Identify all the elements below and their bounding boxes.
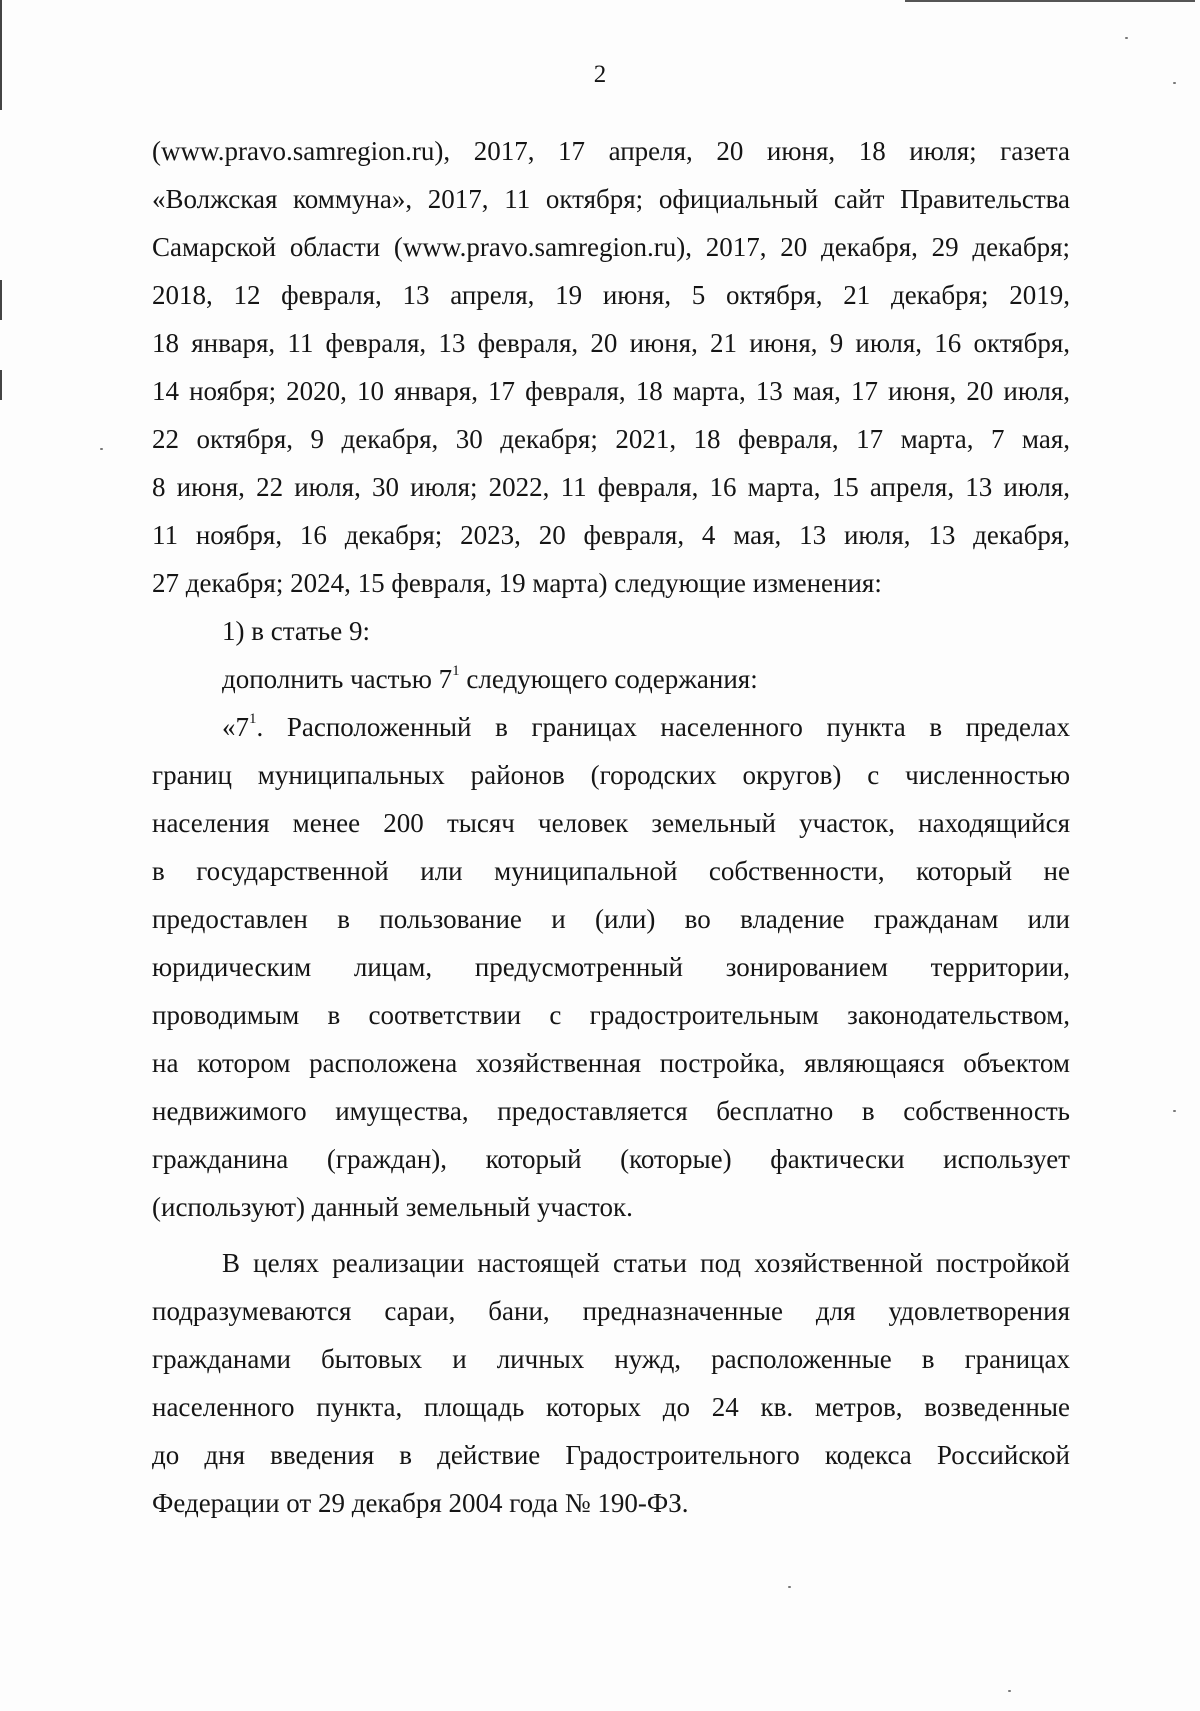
text-line: проводимым в соответствии с градостроительным законодательством, xyxy=(152,1000,1070,1030)
text-line: Федерации от 29 декабря 2004 года № 190-ФЗ. xyxy=(152,1488,689,1518)
supplement-text: следующего содержания: xyxy=(459,664,758,694)
text-line: населенного пункта, площадь которых до 24 кв. метров, возведенные xyxy=(152,1392,1070,1422)
text-line: границ муниципальных районов (городских округов) с численностью xyxy=(152,760,1070,790)
text-line: населения менее 200 тысяч человек земельный участок, находящийся xyxy=(152,808,1070,838)
text-line: 11 ноября, 16 декабря; 2023, 20 февраля, 4 мая, 13 июля, 13 декабря, xyxy=(152,520,1070,550)
page-number: 2 xyxy=(593,61,607,88)
scan-speck xyxy=(1173,1110,1176,1112)
text-line: 8 июня, 22 июля, 30 июля; 2022, 11 февраля, 16 марта, 15 апреля, 13 июля, xyxy=(152,472,1070,502)
scan-edge-mark xyxy=(0,280,2,320)
text-line: «Волжская коммуна», 2017, 11 октября; официальный сайт Правительства xyxy=(152,184,1070,214)
text-line: на котором расположена хозяйственная постройка, являющаяся объектом xyxy=(152,1048,1070,1078)
scan-speck xyxy=(1008,1690,1011,1692)
supplement-text: дополнить частью 7 xyxy=(222,664,453,694)
scan-top-mark xyxy=(905,0,1195,2)
text-line: 22 октября, 9 декабря, 30 декабря; 2021, 18 февраля, 17 марта, 7 мая, xyxy=(152,424,1070,454)
superscript: 1 xyxy=(249,711,257,727)
scan-edge-mark xyxy=(0,0,2,110)
text-line: В целях реализации настоящей статьи под хозяйственной постройкой xyxy=(222,1248,1070,1278)
text-line: гражданина (граждан), который (которые) фактически использует xyxy=(152,1144,1070,1174)
scan-edge-mark xyxy=(0,370,2,400)
text-line: до дня введения в действие Градостроительного кодекса Российской xyxy=(152,1440,1070,1470)
part-text: «7 xyxy=(222,712,249,742)
text-line: 27 декабря; 2024, 15 февраля, 19 марта) следующие изменения: xyxy=(152,568,882,598)
list-item-heading: 1) в статье 9: xyxy=(222,616,370,646)
text-line: (www.pravo.samregion.ru), 2017, 17 апреля, 20 июня, 18 июля; газета xyxy=(152,136,1070,166)
text-line: (используют) данный земельный участок. xyxy=(152,1192,633,1222)
document-body xyxy=(152,127,1070,1527)
text-line: гражданами бытовых и личных нужд, расположенные в границах xyxy=(152,1344,1070,1374)
text-line: Самарской области (www.pravo.samregion.ru), 2017, 20 декабря, 29 декабря; xyxy=(152,232,1070,262)
text-line: недвижимого имущества, предоставляется бесплатно в собственность xyxy=(152,1096,1070,1126)
part-text: . Расположенный в границах населенного пункта в пределах xyxy=(256,712,1070,742)
scan-speck xyxy=(788,1586,791,1588)
text-line: 2018, 12 февраля, 13 апреля, 19 июня, 5 октября, 21 декабря; 2019, xyxy=(152,280,1070,310)
part-first-line xyxy=(152,703,1070,751)
text-line: подразумеваются сараи, бани, предназначенные для удовлетворения xyxy=(152,1296,1070,1326)
text-line: 18 января, 11 февраля, 13 февраля, 20 июня, 21 июня, 9 июля, 16 октября, xyxy=(152,328,1070,358)
text-line: предоставлен в пользование и (или) во владение гражданам или xyxy=(152,904,1070,934)
text-line: юридическим лицам, предусмотренный зонированием территории, xyxy=(152,952,1070,982)
text-line: в государственной или муниципальной собственности, который не xyxy=(152,856,1070,886)
supplement-instruction xyxy=(152,655,1070,703)
text-line: 14 ноября; 2020, 10 января, 17 февраля, 18 марта, 13 мая, 17 июня, 20 июля, xyxy=(152,376,1070,406)
scan-speck xyxy=(100,448,103,450)
scan-speck xyxy=(1125,37,1128,39)
superscript: 1 xyxy=(452,663,460,679)
